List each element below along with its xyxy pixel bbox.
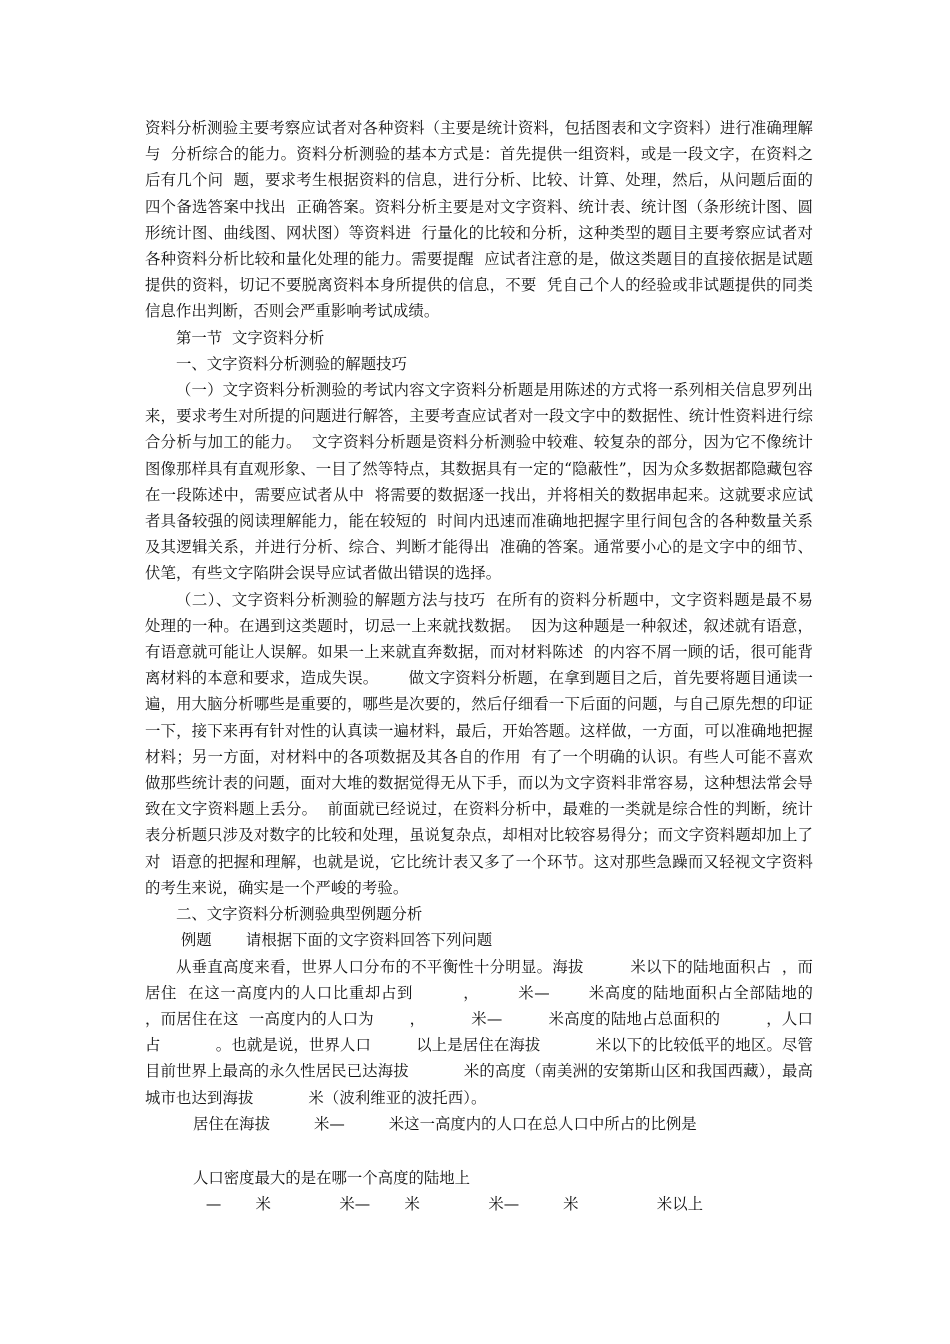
sub-heading-examples: 二、文字资料分析测验典型例题分析 (176, 905, 423, 924)
sub-heading-techniques: 一、文字资料分析测验的解题技巧 (176, 354, 407, 373)
question-2: 人口密度最大的是在哪一个高度的陆地上 (193, 1168, 471, 1187)
blank-gap (145, 1137, 813, 1165)
example-intro: 例题 请根据下面的文字资料回答下列问题 (176, 931, 493, 950)
question-1: 居住在海拔 米— 米这一高度内的人口在总人口中所占的比例是 (193, 1114, 697, 1133)
section-title: 第一节 文字资料分析 (176, 328, 325, 347)
paragraph-exam-content: （一）文字资料分析测验的考试内容文字资料分析题是用陈述的方式将一系列相关信息罗列出来，要求考生对所提的问题进行解答，主要考查应试者对一段文字中的数据性、统计性资料进行综合分析与加工的能力。 文字资料分析题是资料分析测验中较难、较复杂的部分，因为它不像统计图像那样具有直观形象、一目了然等特点，其数据具有一定的“隐蔽性”，因为众多数据都隐藏包容在一段陈述中，需要应试者从中 将需要的数据逐一找出，并将相关的数据串起来。这就要求应试者具备较强的阅读理解能力，能在较短的 时间内迅速而准确地把握字里行间包含的各种数量关系及其逻辑关系，并进行分析、综合、判断才能得出 准确的答案。通常要小心的是文字中的细节、伏笔，有些文字陷阱会误导应试者做出错误的选择。 (145, 381, 813, 583)
example-text: 从垂直高度来看，世界人口分布的不平衡性十分明显。海拔 米以下的陆地面积占 ，而居住 在这一高度内的人口比重却占到 ， 米— 米高度的陆地面积占全部陆地的 ，而居住在这 一高度内的人口为 ， 米— 米高度的陆地占总面积的 ，人口占 。也就是说，世界人口 以上是居住在海拔 米以下的比较低平的地区。尽管目前世界上最高的永久性居民已达海拔 米的高度（南美洲的安第斯山区和我国西藏），最高城市也达到海拔 米（波利维亚的波托西）。 (145, 957, 868, 1107)
document-page (145, 115, 868, 1217)
answer-options: — 米 米— 米 米— 米 米以上 (201, 1195, 703, 1214)
intro-paragraph: 资料分析测验主要考察应试者对各种资料（主要是统计资料，包括图表和文字资料）进行准确理解与 分析综合的能力。资料分析测验的基本方式是：首先提供一组资料，或是一段文字，在资料之后有几个问 题，要求考生根据资料的信息，进行分析、比较、计算、处理，然后，从问题后面的四个备选答案中找出 正确答案。资料分析主要是对文字资料、统计表、统计图（条形统计图、圆形统计图、曲线图、网状图）等资料进 行量化的比较和分析，这种类型的题目主要考察应试者对各种资料分析比较和量化处理的能力。需要提醒 应试者注意的是，做这类题目的直接依据是试题提供的资料，切记不要脱离资料本身所提供的信息，不要 凭自己个人的经验或非试题提供的同类信息作出判断，否则会严重影响考试成绩。 (145, 119, 813, 321)
paragraph-methods: （二）、文字资料分析测验的解题方法与技巧 在所有的资料分析题中，文字资料题是最不易处理的一种。在遇到这类题时，切忌一上来就找数据。 因为这种题是一种叙述，叙述就有语意，有语意就可能让人误解。如果一上来就直奔数据，而对材料陈述 的内容不屑一顾的话，很可能背离材料的本意和要求，造成失误。 做文字资料分析题，在拿到题目之后，首先要将题目通读一遍，用大脑分析哪些是重要的，哪些是次要的，然后仔细看一下后面的问题，与自己原先想的印证一下，接下来再有针对性的认真读一遍材料，最后，开始答题。这样做，一方面，可以准确地把握材料；另一方面，对材料中的各项数据及其各自的作用 有了一个明确的认识。有些人可能不喜欢做那些统计表的问题，面对大堆的数据觉得无从下手，而以为文字资料非常容易，这种想法常会导致在文字资料题上丢分。 前面就已经说过，在资料分析中，最难的一类就是综合性的判断，统计表分析题只涉及对数字的比较和处理，虽说复杂点，却相对比较容易得分；而文字资料题却加上了对 语意的把握和理解，也就是说，它比统计表又多了一个环节。这对那些急躁而又轻视文字资料的考生来说，确实是一个严峻的考验。 (145, 590, 813, 897)
